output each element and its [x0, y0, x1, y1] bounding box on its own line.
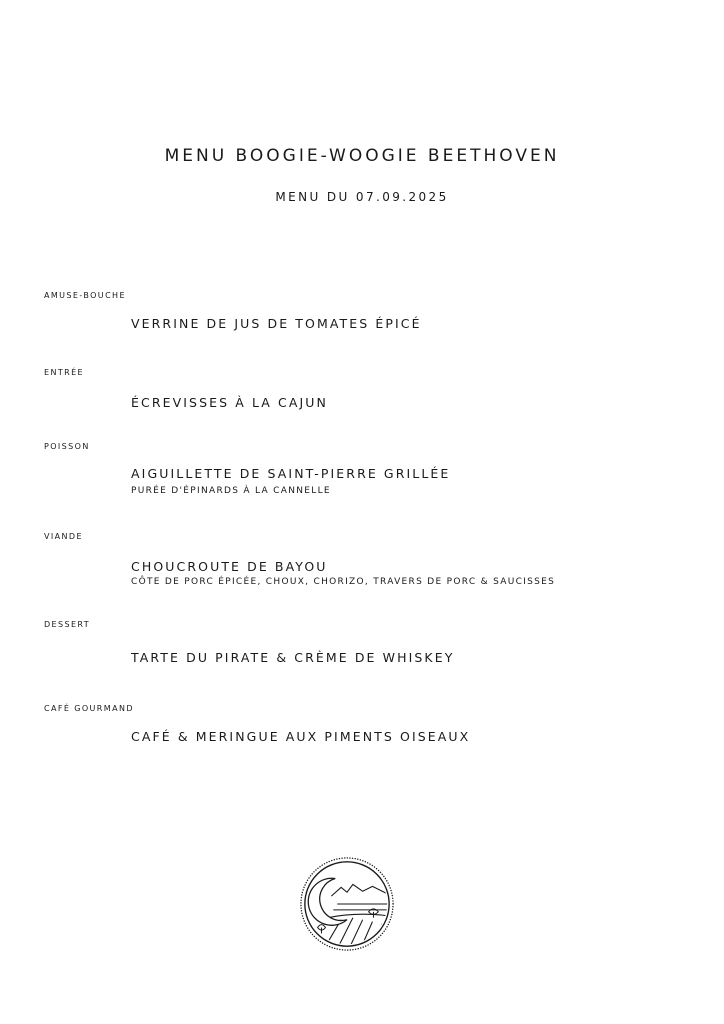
course-category: DESSERT	[44, 620, 91, 629]
course-dish: VERRINE DE JUS DE TOMATES ÉPICÉ	[131, 316, 422, 331]
course-category: VIANDE	[44, 532, 83, 541]
course-description: PURÉE D'ÉPINARDS À LA CANNELLE	[131, 486, 331, 496]
course-category: AMUSE-BOUCHE	[44, 291, 126, 300]
course-category: ENTRÉE	[44, 368, 84, 377]
course-dish: TARTE DU PIRATE & CRÈME DE WHISKEY	[131, 650, 455, 665]
course-category: POISSON	[44, 442, 90, 451]
course-description: CÔTE DE PORC ÉPICÉE, CHOUX, CHORIZO, TRAVERS DE PORC & SAUCISSES	[131, 577, 556, 587]
course-category: CAFÉ GOURMAND	[44, 704, 134, 713]
moon-landscape-emblem-icon	[298, 855, 396, 953]
menu-date: MENU DU 07.09.2025	[275, 190, 449, 204]
menu-title: MENU BOOGIE-WOOGIE BEETHOVEN	[164, 146, 560, 166]
course-dish: AIGUILLETTE DE SAINT-PIERRE GRILLÉE	[131, 466, 451, 481]
course-dish: CAFÉ & MERINGUE AUX PIMENTS OISEAUX	[131, 729, 471, 744]
course-dish: CHOUCROUTE DE BAYOU	[131, 559, 328, 574]
course-dish: ÉCREVISSES À LA CAJUN	[131, 395, 328, 410]
